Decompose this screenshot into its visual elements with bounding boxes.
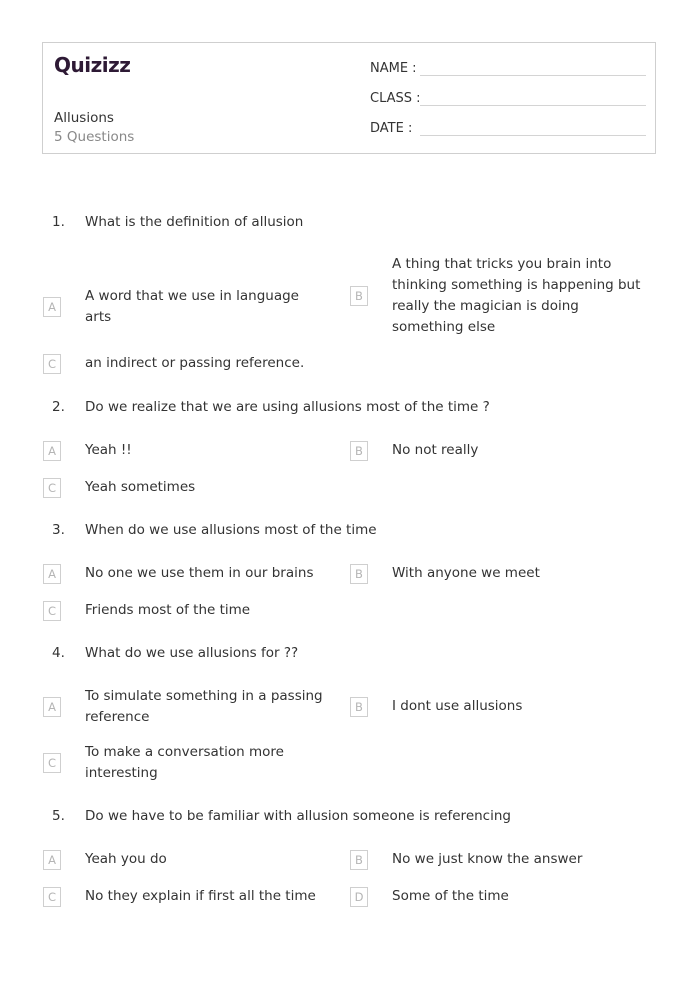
- option-letter-box: C: [43, 478, 61, 498]
- option-text: With anyone we meet: [392, 565, 540, 581]
- name-field: [370, 61, 646, 76]
- class-label: CLASS :: [370, 91, 421, 106]
- option-text: an indirect or passing reference.: [85, 355, 305, 371]
- option-text: A thing that tricks you brain into thinking something is happening but really the magician is doing something else: [392, 256, 641, 335]
- question-number: 3.: [52, 522, 65, 538]
- question-text: When do we use allusions most of the time: [85, 522, 377, 538]
- option-letter-box: B: [350, 697, 368, 717]
- option-text: Yeah sometimes: [85, 479, 196, 495]
- option-4a[interactable]: [43, 686, 325, 728]
- option-3c[interactable]: [43, 600, 325, 621]
- option-letter-box: A: [43, 441, 61, 461]
- option-text: No we just know the answer: [392, 851, 583, 867]
- option-letter-box: B: [350, 286, 368, 306]
- option-letter-box: C: [43, 887, 61, 907]
- class-line[interactable]: [420, 91, 646, 106]
- option-1a[interactable]: [43, 286, 325, 328]
- option-5c[interactable]: [43, 886, 325, 907]
- worksheet-header: [42, 42, 656, 154]
- option-5a[interactable]: [43, 849, 325, 870]
- name-label: NAME :: [370, 61, 417, 76]
- date-field: [370, 121, 646, 136]
- class-field: [370, 91, 646, 106]
- option-5b[interactable]: [350, 849, 652, 870]
- option-text: A word that we use in language arts: [85, 288, 299, 325]
- option-letter-box: C: [43, 601, 61, 621]
- question-number: 5.: [52, 808, 65, 824]
- option-letter-box: D: [350, 887, 368, 907]
- option-letter-box: C: [43, 753, 61, 773]
- question-number: 1.: [52, 214, 65, 230]
- option-3b[interactable]: [350, 563, 652, 584]
- question-text: What do we use allusions for ??: [85, 645, 299, 661]
- quizizz-logo: Quizizz: [54, 53, 131, 77]
- option-text: No not really: [392, 442, 479, 458]
- question-number: 4.: [52, 645, 65, 661]
- option-text: Friends most of the time: [85, 602, 251, 618]
- option-5d[interactable]: [350, 886, 652, 907]
- date-label: DATE :: [370, 121, 413, 136]
- question-count: 5 Questions: [54, 129, 135, 145]
- question-text: Do we have to be familiar with allusion someone is referencing: [85, 808, 511, 824]
- question-text: Do we realize that we are using allusions most of the time ?: [85, 399, 490, 415]
- option-text: No one we use them in our brains: [85, 565, 314, 581]
- option-letter-box: A: [43, 297, 61, 317]
- option-text: Yeah you do: [85, 851, 167, 867]
- option-1c[interactable]: [43, 353, 325, 374]
- option-text: I dont use allusions: [392, 698, 523, 714]
- option-2a[interactable]: [43, 440, 325, 461]
- option-text: To simulate something in a passing reference: [85, 688, 323, 725]
- question-number: 2.: [52, 399, 65, 415]
- date-line[interactable]: [420, 121, 646, 136]
- option-2c[interactable]: [43, 477, 325, 498]
- option-1b[interactable]: [350, 254, 652, 338]
- option-letter-box: B: [350, 564, 368, 584]
- option-letter-box: B: [350, 850, 368, 870]
- option-2b[interactable]: [350, 440, 652, 461]
- name-line[interactable]: [420, 61, 646, 76]
- option-letter-box: A: [43, 564, 61, 584]
- option-4c[interactable]: [43, 742, 325, 784]
- option-letter-box: A: [43, 850, 61, 870]
- option-letter-box: A: [43, 697, 61, 717]
- option-text: No they explain if first all the time: [85, 888, 316, 904]
- question-text: What is the definition of allusion: [85, 214, 304, 230]
- option-4b[interactable]: [350, 696, 652, 717]
- option-3a[interactable]: [43, 563, 325, 584]
- option-text: To make a conversation more interesting: [85, 744, 284, 781]
- option-text: Yeah !!: [85, 442, 132, 458]
- option-text: Some of the time: [392, 888, 509, 904]
- quiz-title: Allusions: [54, 110, 114, 126]
- option-letter-box: C: [43, 354, 61, 374]
- option-letter-box: B: [350, 441, 368, 461]
